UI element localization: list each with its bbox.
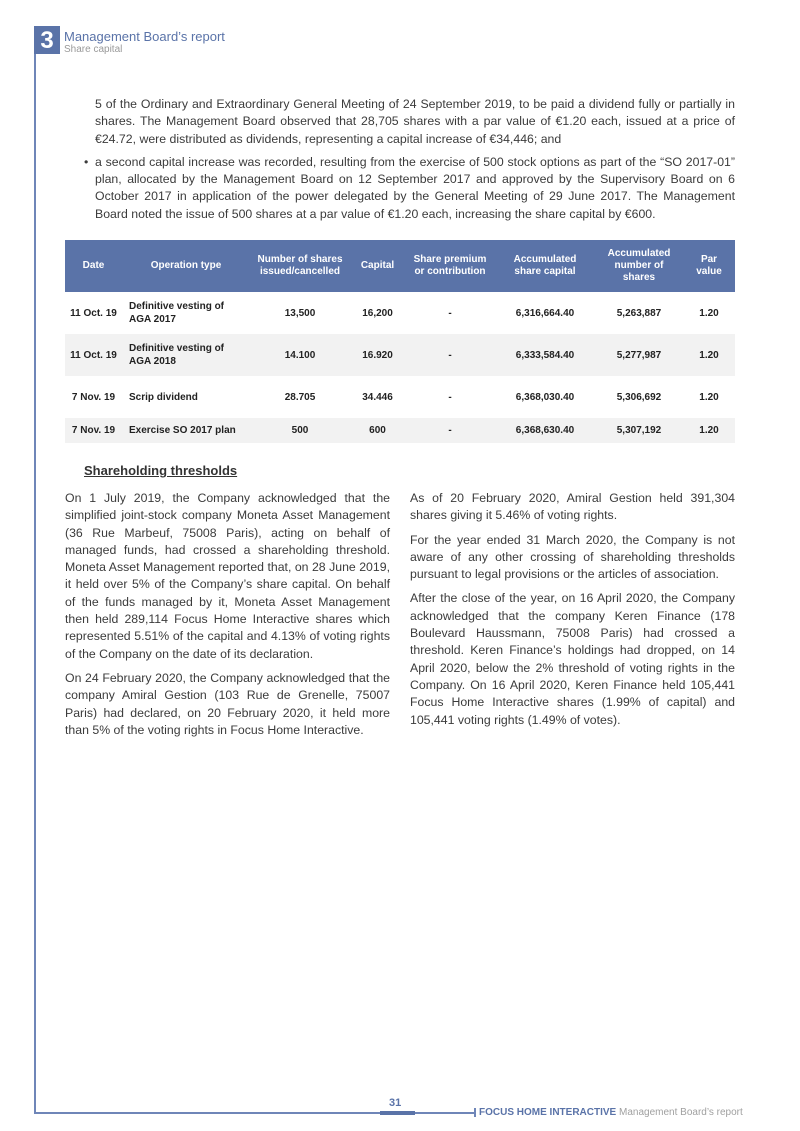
cell-date: 7 Nov. 19 [65,418,122,443]
cell-operation-type: Definitive vesting of AGA 2018 [122,334,250,376]
cell-share-premium: - [405,418,495,443]
cell-capital: 600 [350,418,405,443]
footer-tick [474,1108,476,1117]
table-row [65,334,735,376]
table-row [65,376,735,418]
column-header-accumulated-capital: Accumulated share capital [495,240,595,292]
page-number-bar [380,1111,415,1115]
column-header-date: Date [65,240,122,292]
footer-brand: FOCUS HOME INTERACTIVE [479,1107,617,1118]
chapter-title: Management Board’s report [64,29,225,44]
footer-label [479,1107,743,1118]
cell-accumulated-capital: 6,333,584.40 [495,334,595,376]
page-number: 31 [389,1097,402,1109]
cell-share-premium: - [448,307,452,319]
cell-accumulated-shares: 5,307,192 [595,418,683,443]
cell-date: 11 Oct. 19 [70,307,117,319]
column-header-accumulated-shares: Accumulated number of shares [595,240,683,292]
page-frame-left-line [34,26,36,1114]
cell-date: 7 Nov. 19 [71,391,116,403]
cell-capital: 34.446 [362,391,393,403]
cell-par-value: 1.20 [699,307,719,319]
column-header-operation-type: Operation type [122,240,250,292]
cell-shares-issued: 500 [250,418,350,443]
intro-block [84,96,735,229]
paragraph-moneta: On 1 July 2019, the Company acknowledged that the simplified joint-stock company Moneta Asset Management (36 Rue Marbeuf, 75008 Paris), acting on behalf of managed funds, had crossed a shareholding threshold. Moneta Asset Management reported that, on 28 June 2019, it held over 5% of the Company’s share capital. On behalf of the funds managed by it, Moneta Asset Management then held 289,114 Focus Home Interactive shares which represented 5.51% of the capital and 4.13% of voting rights of the Company on the date of its declaration. [65,491,390,661]
cell-operation-type: Definitive vesting of AGA 2017 [129,301,225,325]
cell-accumulated-shares: 5,306,692 [616,391,662,403]
paragraph-amiral-holdings: As of 20 February 2020, Amiral Gestion held 391,304 shares giving it 5.46% of voting rights. [410,491,735,523]
cell-share-premium: - [405,334,495,376]
column-header-share-premium: Share premium or contribution [405,240,495,292]
cell-par-value: 1.20 [683,334,735,376]
chapter-number-badge: 3 [34,26,60,54]
left-column [65,490,390,746]
share-capital-table [65,240,735,443]
cell-par-value: 1.20 [699,391,719,403]
cell-accumulated-capital: 6,316,664.40 [515,307,575,319]
intro-continuation: 5 of the Ordinary and Extraordinary General Meeting of 24 September 2019, to be paid a dividend fully or partially in shares. The Management Board observed that 28,705 shares with a par value of €1.20 each, issued at a price of €24.72, were distributed as dividends, representing a capital increase of €34,446; and [95,97,735,146]
cell-operation-type: Exercise SO 2017 plan [122,418,250,443]
chapter-subtitle: Share capital [64,44,123,55]
table-row [65,292,735,334]
cell-accumulated-capital: 6,368,630.40 [495,418,595,443]
cell-capital: 16.920 [350,334,405,376]
page-frame-bottom-line [34,1112,380,1114]
cell-operation-type: Scrip dividend [129,391,198,403]
cell-shares-issued: 28.705 [284,391,316,403]
page-frame-bottom-line-right [415,1112,474,1114]
table-header-row [65,240,735,292]
cell-par-value: 1.20 [683,418,735,443]
column-header-par-value: Par value [683,240,735,292]
cell-accumulated-capital: 6,368,030.40 [515,391,575,403]
column-header-capital: Capital [350,240,405,292]
bullet-icon: • [84,154,89,169]
cell-accumulated-shares: 5,277,987 [595,334,683,376]
cell-accumulated-shares: 5,263,887 [616,307,662,319]
cell-shares-issued: 13,500 [284,307,316,319]
paragraph-keren-finance: After the close of the year, on 16 April 2020, the Company acknowledged that the company Keren Finance (178 Boulevard Haussmann, 75008 Paris) had crossed a threshold. Keren Finance’s holdings had dropped, on 14 April 2020, below the 2% threshold of voting rights in the Company. On 16 April 2020, Keren Finance held 105,441 Focus Home Interactive shares (1.99% of capital) and 105,441 voting rights (1.49% of votes). [410,591,735,727]
cell-shares-issued: 14.100 [250,334,350,376]
intro-bullet-text: a second capital increase was recorded, resulting from the exercise of 500 stock options as part of the “SO 2017-01” plan, allocated by the Management Board on 12 September 2017 and approved by the Supervisory Board on 6 October 2017 in application of the power delegated by the General Meeting of 29 June 2017. The Management Board noted the issue of 500 shares at a par value of €1.20 each, increasing the share capital by €600. [95,154,735,221]
table-row [65,418,735,443]
section-heading-shareholding-thresholds: Shareholding thresholds [84,463,238,478]
intro-bullet-item [84,154,735,223]
cell-date: 11 Oct. 19 [65,334,122,376]
right-column [410,490,735,736]
paragraph-amiral-declaration: On 24 February 2020, the Company acknowledged that the company Amiral Gestion (103 Rue de Grenelle, 75007 Paris) had declared, on 20 February 2020, it held more than 5% of the voting rights in Focus Home Interactive. [65,670,390,737]
paragraph-no-other-crossings: For the year ended 31 March 2020, the Company is not aware of any other crossing of shareholding thresholds pursuant to legal provisions or the articles of association. [410,532,735,582]
column-header-shares-issued: Number of shares issued/cancelled [250,240,350,292]
footer-section: Management Board’s report [619,1107,743,1118]
cell-capital: 16,200 [362,307,393,319]
cell-share-premium: - [448,391,452,403]
